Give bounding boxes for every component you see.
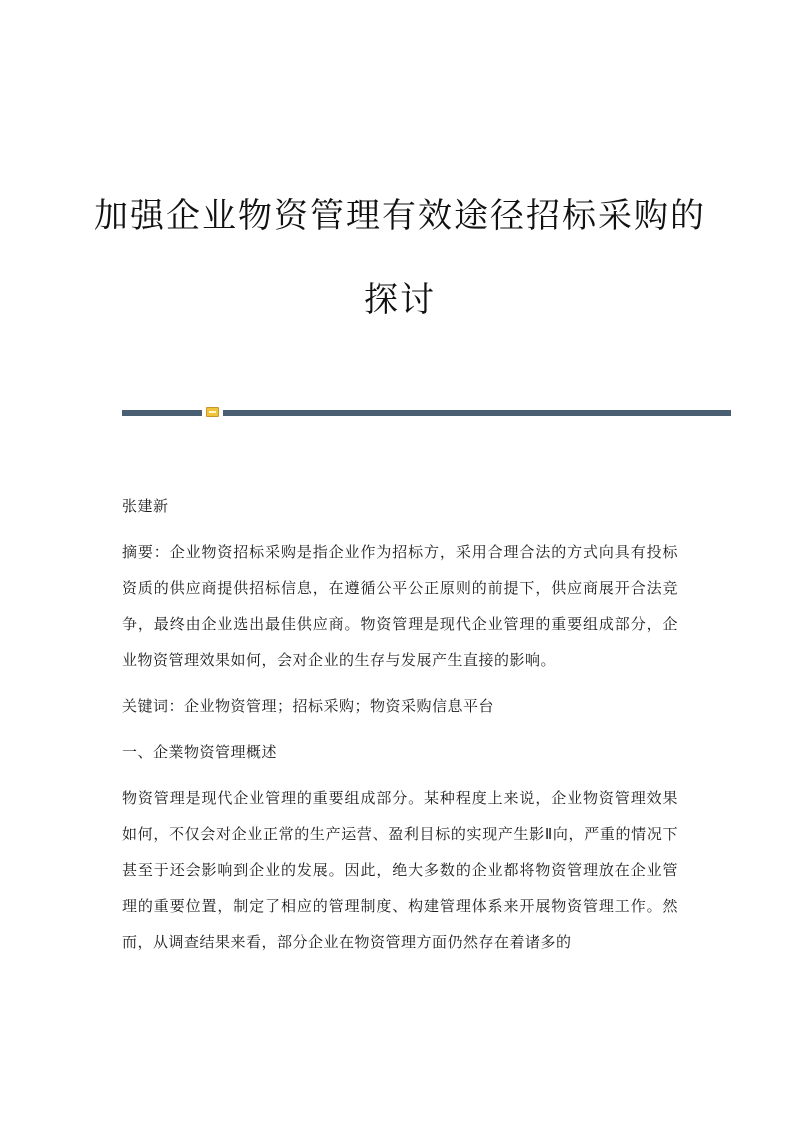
title-divider-left bbox=[122, 410, 202, 416]
document-title-line2: 探讨 bbox=[364, 280, 436, 320]
document-badge-icon bbox=[206, 407, 219, 417]
author-name: 张建新 bbox=[122, 497, 169, 515]
body-paragraph: 物资管理是现代企业管理的重要组成部分。某种程度上来说，企业物资管理效果如何，不仅会对企业正常的生产运营、盈利目标的实现产生影Ⅱ向，严重的情况下甚至于还会影响到企业的发展。因此，绝大多数的企业都将物资管理放在企业管理的重要位置，制定了相应的管理制度、构建管理体系来开展物资管理工作。然而，从调查结果来看，部分企业在物资管理方面仍然存在着诸多的 bbox=[122, 789, 678, 951]
abstract-paragraph: 摘要：企业物资招标采购是指企业作为招标方，采用合理合法的方式向具有投标资质的供应商提供招标信息，在遵循公平公正原则的前提下，供应商展开合法竞争，最终由企业选出最佳供应商。物资管理是现代企业管理的重要组成部分，企业物资管理效果如何，会对企业的生存与发展产生直接的影响。 bbox=[122, 543, 678, 669]
keywords-line: 关键词：企业物资管理；招标采购；物资采购信息平台 bbox=[122, 697, 495, 715]
document-title-line1: 加强企业物资管理有效途径招标采购的 bbox=[94, 196, 706, 236]
section-heading: 一、企業物资管理概述 bbox=[122, 743, 278, 761]
title-divider-right bbox=[223, 410, 731, 416]
document-body bbox=[122, 488, 678, 970]
